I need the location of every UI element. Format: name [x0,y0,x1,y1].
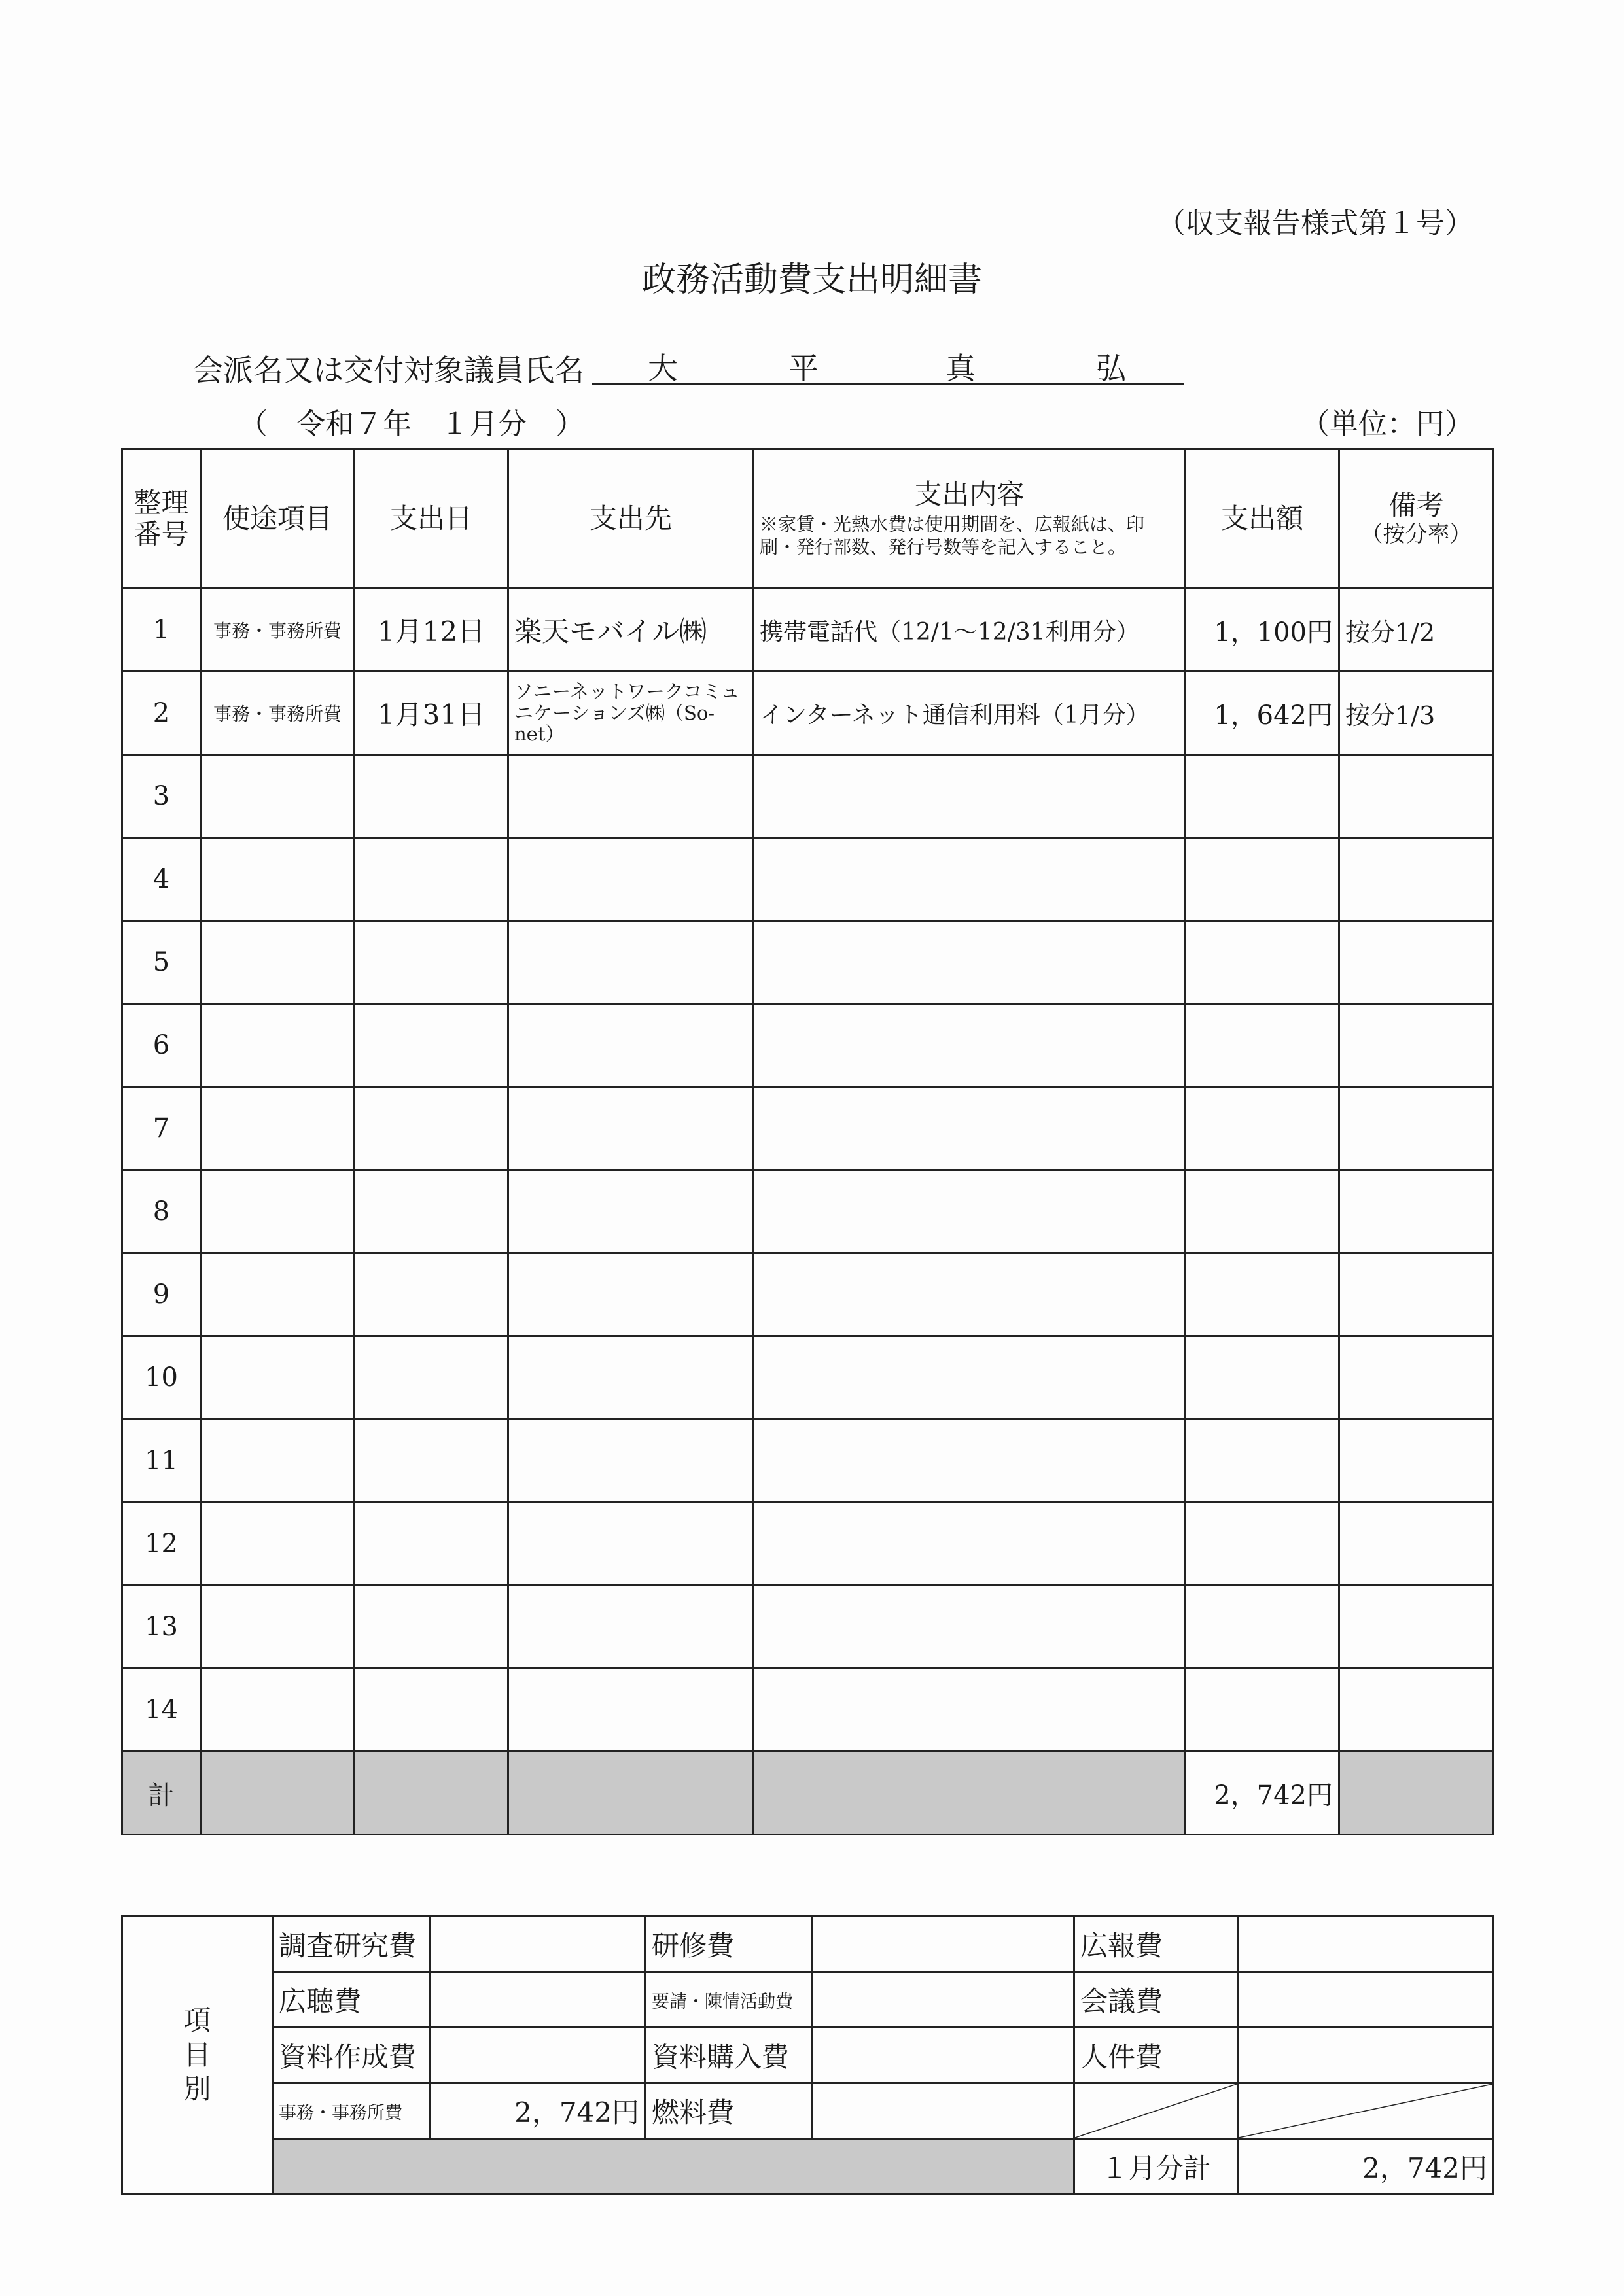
row-date [355,1419,508,1503]
row-date [355,755,508,838]
row-category [201,755,355,838]
row-content [754,1503,1186,1586]
table-row [122,1503,1494,1586]
row-category [201,1004,355,1087]
row-content [754,1669,1186,1752]
row-number: 10 [122,1336,201,1419]
row-number: 1 [122,589,201,672]
row-amount: 1，642円 [1186,672,1339,755]
row-amount [1186,1087,1339,1170]
row-remarks: 按分1/2 [1339,589,1494,672]
row-category [201,838,355,921]
row-number: 12 [122,1503,201,1586]
row-number: 8 [122,1170,201,1253]
row-number: 3 [122,755,201,838]
total-shaded-cell [201,1752,355,1835]
table-row [122,1253,1494,1336]
diagonal-line [1075,2084,1237,2138]
row-remarks [1339,1586,1494,1669]
row-remarks [1339,1419,1494,1503]
summary-value-petition [813,1972,1074,2028]
row-remarks [1339,755,1494,838]
row-payee [508,1253,754,1336]
row-date: 1月31日 [355,672,508,755]
table-row [122,1669,1494,1752]
name-char: 大 [648,351,678,386]
row-date [355,1253,508,1336]
row-content [754,1170,1186,1253]
table-row [122,1586,1494,1669]
row-category [201,1087,355,1170]
header-content [754,449,1186,589]
row-content [754,1586,1186,1669]
row-remarks [1339,1503,1494,1586]
row-payee [508,1004,754,1087]
summary-label-personnel: 人件費 [1074,2028,1238,2083]
table-row [122,755,1494,838]
total-shaded-cell [508,1752,754,1835]
row-remarks [1339,838,1494,921]
summary-month-total-value: 2，742円 [1238,2139,1494,2195]
row-content [754,921,1186,1004]
row-number: 14 [122,1669,201,1752]
summary-value-training [813,1917,1074,1972]
row-amount [1186,1336,1339,1419]
table-header-row [122,449,1494,589]
summary-value-personnel [1238,2028,1494,2083]
row-amount: 1，100円 [1186,589,1339,672]
row-remarks [1339,1336,1494,1419]
row-content [754,1419,1186,1503]
summary-value-office: 2，742円 [430,2083,646,2139]
row-amount [1186,1253,1339,1336]
row-category [201,1503,355,1586]
table-row [122,1336,1494,1419]
table-row [122,589,1494,672]
row-amount [1186,838,1339,921]
row-amount [1186,1419,1339,1503]
name-char: 真 [945,351,976,386]
table-row [122,1087,1494,1170]
row-payee [508,1669,754,1752]
row-remarks [1339,1087,1494,1170]
table-row [122,921,1494,1004]
summary-label-meeting: 会議費 [1074,1972,1238,2028]
row-remarks [1339,1004,1494,1087]
summary-diagonal-cell [1238,2083,1494,2139]
row-number: 5 [122,921,201,1004]
row-date [355,1586,508,1669]
summary-label-petition: 要請・陳情活動費 [646,1972,813,2028]
row-date [355,921,508,1004]
summary-label-research: 調査研究費 [273,1917,430,1972]
name-char: 弘 [1096,351,1126,386]
row-number: 6 [122,1004,201,1087]
row-date [355,1336,508,1419]
summary-month-total-label: １月分計 [1074,2139,1238,2195]
page-title: 政務活動費支出明細書 [641,260,982,300]
row-number: 2 [122,672,201,755]
row-payee [508,1170,754,1253]
header-content-note: ※家賃・光熱水費は使用期間を、広報紙は、印刷・発行部数、発行号数等を記入すること。 [760,513,1145,559]
diagonal-line [1239,2084,1492,2138]
total-shaded-cell [1339,1752,1494,1835]
row-amount [1186,1170,1339,1253]
expense-detail-table [121,448,1494,1835]
summary-label-hearing: 広聴費 [273,1972,430,2028]
summary-value-materials-purchase [813,2028,1074,2083]
row-date [355,1004,508,1087]
row-payee [508,838,754,921]
row-category [201,1336,355,1419]
total-label: 計 [122,1752,201,1835]
header-remarks [1339,449,1494,589]
row-payee: 楽天モバイル㈱ [508,589,754,672]
row-number: 9 [122,1253,201,1336]
table-row [122,1419,1494,1503]
header-date: 支出日 [355,449,508,589]
table-row [122,1004,1494,1087]
summary-value-materials-making [430,2028,646,2083]
row-category: 事務・事務所費 [201,589,355,672]
row-remarks [1339,1669,1494,1752]
summary-side-label: 項目別 [122,1917,273,2195]
row-payee: ソニーネットワークコミュニケーションズ㈱（So-net） [508,672,754,755]
table-row [122,672,1494,755]
row-content [754,755,1186,838]
summary-value-fuel [813,2083,1074,2139]
row-payee [508,1419,754,1503]
row-content [754,1253,1186,1336]
header-number: 整理番号 [122,449,201,589]
row-payee [508,1503,754,1586]
row-date [355,1087,508,1170]
row-amount [1186,755,1339,838]
row-content [754,1004,1186,1087]
row-content: 携帯電話代（12/1～12/31利用分） [754,589,1186,672]
row-content [754,1336,1186,1419]
row-date [355,1170,508,1253]
table-row [122,1170,1494,1253]
summary-value-research [430,1917,646,1972]
name-char: 平 [788,351,819,386]
total-row [122,1752,1494,1835]
row-amount [1186,1503,1339,1586]
summary-label-training: 研修費 [646,1917,813,1972]
header-remarks-title: 備考 [1388,489,1444,522]
header-category: 使途項目 [201,449,355,589]
total-shaded-cell [355,1752,508,1835]
row-category [201,921,355,1004]
header-amount: 支出額 [1186,449,1339,589]
row-date [355,838,508,921]
period-label: （ 令和７年 １月分 ） [239,408,584,441]
row-category [201,1586,355,1669]
category-summary-table [121,1915,1494,2195]
row-remarks: 按分1/3 [1339,672,1494,755]
row-category [201,1253,355,1336]
unit-label: （単位：円） [1301,408,1474,441]
row-amount [1186,1586,1339,1669]
summary-label-office: 事務・事務所費 [273,2083,430,2139]
summary-value-meeting [1238,1972,1494,2028]
form-number: （収支報告様式第１号） [1157,207,1474,240]
row-remarks [1339,921,1494,1004]
row-category [201,1419,355,1503]
summary-diagonal-cell [1074,2083,1238,2139]
row-amount [1186,1004,1339,1087]
row-payee [508,755,754,838]
summary-label-materials-purchase: 資料購入費 [646,2028,813,2083]
row-amount [1186,921,1339,1004]
row-amount [1186,1669,1339,1752]
row-content: インターネット通信利用料（1月分） [754,672,1186,755]
row-content [754,838,1186,921]
header-remarks-sub: （按分率） [1360,521,1472,548]
row-number: 11 [122,1419,201,1503]
summary-label-materials-making: 資料作成費 [273,2028,430,2083]
name-label: 会派名又は交付対象議員氏名 [193,353,584,388]
total-shaded-cell [754,1752,1186,1835]
header-payee: 支出先 [508,449,754,589]
row-category [201,1669,355,1752]
row-number: 7 [122,1087,201,1170]
row-payee [508,1336,754,1419]
row-remarks [1339,1253,1494,1336]
row-payee [508,1087,754,1170]
summary-shaded-cell [273,2139,1074,2195]
row-date [355,1503,508,1586]
member-name-field [592,343,1184,385]
row-category: 事務・事務所費 [201,672,355,755]
row-number: 13 [122,1586,201,1669]
row-payee [508,1586,754,1669]
row-date [355,1669,508,1752]
row-remarks [1339,1170,1494,1253]
summary-value-hearing [430,1972,646,2028]
row-date: 1月12日 [355,589,508,672]
row-category [201,1170,355,1253]
summary-label-pr: 広報費 [1074,1917,1238,1972]
row-content [754,1087,1186,1170]
table-row [122,838,1494,921]
total-amount: 2，742円 [1186,1752,1339,1835]
row-number: 4 [122,838,201,921]
summary-label-fuel: 燃料費 [646,2083,813,2139]
summary-value-pr [1238,1917,1494,1972]
header-content-title: 支出内容 [914,478,1025,510]
row-payee [508,921,754,1004]
